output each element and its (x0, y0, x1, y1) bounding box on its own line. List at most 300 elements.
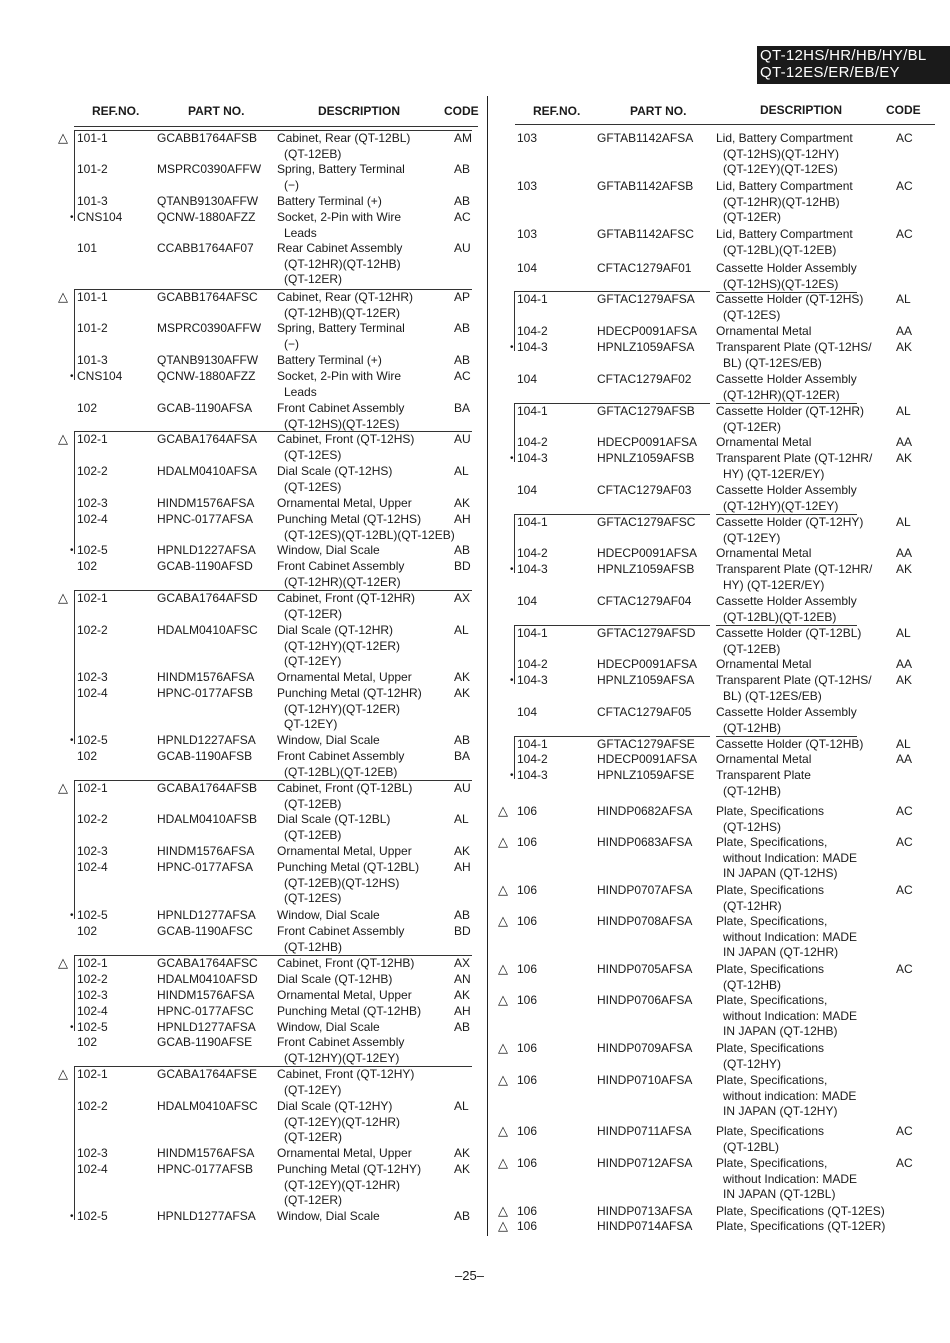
description-cell (277, 1099, 400, 1146)
description-line: (QT-12HB) (723, 977, 782, 992)
group-bracket (514, 403, 515, 462)
ref-no-cell: 102-2 (77, 972, 108, 986)
description-line: Cabinet, Front (QT-12BL) (277, 781, 413, 795)
description-cell (277, 972, 392, 988)
ref-no-cell: 106 (517, 1204, 538, 1218)
description-cell (277, 956, 414, 972)
part-no-cell: HPNLZ1059AFSB (597, 451, 695, 465)
description-cell (716, 483, 857, 515)
part-no-cell: HINDP0711AFSA (597, 1124, 692, 1138)
group-bracket (74, 780, 75, 919)
description-cell (277, 543, 380, 559)
description-line: (QT-12HB)(QT-12ER) (284, 305, 401, 320)
code-cell: AA (896, 435, 913, 449)
description-line: (QT-12EY)(QT-12ES) (723, 162, 838, 177)
description-line: Plate, Specifications (716, 962, 825, 976)
part-no-cell: HINDP0712AFSA (597, 1156, 693, 1170)
code-cell: AN (454, 972, 471, 986)
ref-no-cell: 102 (77, 401, 98, 415)
part-no-cell: HPNC-0177AFSB (157, 1162, 254, 1176)
group-rule (514, 403, 710, 404)
code-cell: AL (896, 404, 911, 418)
safety-triangle-icon: △ (498, 1123, 508, 1138)
description-line: Transparent Plate (QT-12HR/ (716, 451, 873, 465)
description-line: Front Cabinet Assembly (277, 749, 405, 763)
description-line: (QT-12ES) (284, 479, 342, 494)
ref-no-cell: 101-3 (77, 194, 108, 208)
code-cell: AK (454, 496, 471, 510)
ref-no-cell: 104 (517, 705, 538, 719)
ref-no-cell: CNS104 (77, 369, 123, 383)
description-line: IN JAPAN (QT-12HB) (723, 1024, 838, 1039)
bullet-icon: • (510, 564, 514, 575)
code-cell: AB (454, 543, 471, 557)
description-cell (277, 1209, 380, 1225)
bullet-icon: • (70, 371, 74, 382)
ref-no-cell: 102-1 (77, 1067, 108, 1081)
description-line: (−) (284, 177, 299, 192)
ref-no-cell: 101-2 (77, 162, 108, 176)
description-cell (277, 512, 455, 543)
description-line: (QT-12BL)(QT-12EB) (716, 610, 857, 627)
ref-no-cell: 102 (77, 924, 98, 938)
ref-no-cell: 102-5 (77, 1020, 108, 1034)
description-cell (277, 924, 404, 955)
ref-no-cell: 104-3 (517, 673, 548, 687)
description-cell (716, 993, 857, 1040)
description-line: Cassette Holder Assembly (716, 705, 857, 719)
part-no-cell: GFTAB1142AFSA (597, 131, 694, 145)
part-no-cell: HDALM0410AFSB (157, 812, 258, 826)
ref-no-cell: 102-4 (77, 860, 108, 874)
group-rule (74, 289, 472, 290)
description-cell (277, 559, 404, 590)
description-cell (716, 626, 861, 657)
description-line: IN JAPAN (QT-12HR) (723, 945, 839, 960)
description-cell (277, 1004, 421, 1020)
description-cell (277, 464, 392, 495)
part-no-cell: HPNC-0177AFSB (157, 686, 254, 700)
description-line: Cabinet, Front (QT-12HR) (277, 591, 416, 605)
code-cell: AK (454, 844, 471, 858)
ref-no-cell: 104-2 (517, 752, 548, 766)
description-line: Dial Scale (QT-12BL) (277, 812, 391, 826)
part-no-cell: HDECP0091AFSA (597, 435, 698, 449)
bullet-icon: • (70, 212, 74, 223)
description-line: Cabinet, Rear (QT-12BL) (277, 131, 411, 145)
description-cell (716, 546, 811, 562)
description-line: Cassette Holder (QT-12HY) (716, 515, 864, 529)
code-cell: AL (454, 623, 469, 637)
part-no-cell: MSPRC0390AFFW (157, 162, 262, 176)
description-cell (277, 321, 405, 352)
ref-no-cell: 102-2 (77, 812, 108, 826)
description-cell (716, 1073, 856, 1120)
part-no-cell: HDALM0410AFSC (157, 1099, 258, 1113)
description-line: (QT-12HS) (723, 819, 782, 834)
ref-no-cell: 104-2 (517, 435, 548, 449)
model-header (757, 46, 950, 84)
description-line: Ornamental Metal, Upper (277, 844, 412, 858)
description-cell (277, 860, 419, 907)
description-line: (QT-12HR)(QT-12ER) (716, 388, 857, 405)
part-no-cell: GFTAB1142AFSB (597, 179, 694, 193)
description-cell (716, 914, 857, 961)
description-line: Punching Metal (QT-12HB) (277, 1004, 422, 1018)
description-line: Dial Scale (QT-12HR) (277, 623, 394, 637)
part-no-cell: HPNC-0177AFSC (157, 1004, 254, 1018)
description-cell (716, 451, 872, 482)
description-cell (716, 372, 857, 404)
part-no-cell: HINDP0706AFSA (597, 993, 693, 1007)
description-cell (716, 1041, 824, 1072)
code-cell: AK (896, 451, 913, 465)
description-line: QT-12EY) (284, 717, 338, 732)
code-cell: AL (454, 1099, 469, 1113)
description-line: Plate, Specifications, (716, 914, 828, 928)
description-line: Transparent Plate (QT-12HR/ (716, 562, 873, 576)
right-header-part: PART NO. (630, 104, 687, 118)
code-cell: AC (896, 1124, 913, 1138)
group-rule (514, 625, 710, 626)
description-line: (QT-12HS)(QT-12ES) (716, 277, 857, 294)
code-cell: AX (454, 956, 471, 970)
code-cell: AC (896, 883, 913, 897)
description-line: Plate, Specifications, (716, 993, 828, 1007)
safety-triangle-icon: △ (58, 1066, 68, 1081)
ref-no-cell: 104 (517, 483, 538, 497)
code-cell: AH (454, 512, 471, 526)
part-no-cell: HDALM0410AFSC (157, 623, 258, 637)
code-cell: BA (454, 749, 471, 763)
description-line: (QT-12ES) (284, 447, 342, 462)
description-line: Plate, Specifications (QT-12ES) (716, 1204, 885, 1218)
ref-no-cell: 101-2 (77, 321, 108, 335)
group-rule (514, 514, 710, 515)
description-cell (716, 594, 857, 626)
safety-triangle-icon: △ (498, 1203, 508, 1218)
description-line: (QT-12BL)(QT-12EB) (723, 242, 837, 257)
ref-no-cell: 106 (517, 962, 538, 976)
description-cell (277, 686, 422, 733)
description-line: (QT-12EY) (284, 1082, 342, 1097)
part-no-cell: HINDM1576AFSA (157, 496, 255, 510)
right-header-desc: DESCRIPTION (760, 103, 843, 117)
description-line: Window, Dial Scale (277, 908, 380, 922)
description-cell (716, 1219, 885, 1235)
description-line: Ornamental Metal (716, 657, 812, 671)
model-header-line-1: QT-12HS/HR/HB/HY/BL (760, 47, 927, 64)
description-cell (277, 241, 402, 288)
part-no-cell: GCABA1764AFSD (157, 591, 258, 605)
part-no-cell: HDALM0410AFSA (157, 464, 258, 478)
description-line: Cabinet, Front (QT-12HB) (277, 956, 415, 970)
description-line: IN JAPAN (QT-12HY) (723, 1104, 838, 1119)
part-no-cell: GFTAC1279AFSE (597, 737, 695, 751)
code-cell: AP (454, 290, 471, 304)
description-cell (716, 835, 857, 882)
description-cell (277, 781, 412, 812)
part-no-cell: HINDP0707AFSA (597, 883, 693, 897)
part-no-cell: GCAB-1190AFSD (157, 559, 253, 573)
code-cell: AB (454, 162, 471, 176)
ref-no-cell: 101 (77, 241, 98, 255)
part-no-cell: GFTAC1279AFSB (597, 404, 695, 418)
code-cell: AH (454, 1004, 471, 1018)
bullet-icon: • (70, 545, 74, 556)
part-no-cell: QCNW-1880AFZZ (157, 210, 256, 224)
description-line: Punching Metal (QT-12BL) (277, 860, 420, 874)
model-header-line-2: QT-12ES/ER/EB/EY (760, 64, 900, 81)
safety-triangle-icon: △ (498, 882, 508, 897)
description-line: Rear Cabinet Assembly (277, 241, 403, 255)
ref-no-cell: CNS104 (77, 210, 123, 224)
description-cell (277, 1035, 404, 1066)
description-line: without Indication: MADE (723, 1008, 858, 1023)
ref-no-cell: 104-3 (517, 562, 548, 576)
description-cell (277, 194, 382, 210)
code-cell: AX (454, 591, 471, 605)
ref-no-cell: 102-1 (77, 432, 108, 446)
part-no-cell: GCABA1764AFSC (157, 956, 258, 970)
description-line: Transparent Plate (QT-12HS/ (716, 673, 872, 687)
code-cell: BA (454, 401, 471, 415)
part-no-cell: HPNLZ1059AFSE (597, 768, 695, 782)
column-divider (487, 96, 488, 1236)
code-cell: AL (896, 737, 911, 751)
safety-triangle-icon: △ (498, 1155, 508, 1170)
part-no-cell: HPNC-0177AFSA (157, 512, 254, 526)
ref-no-cell: 106 (517, 804, 538, 818)
description-line: (QT-12HY)(QT-12EY) (716, 499, 857, 516)
part-no-cell: HPNLD1277AFSA (157, 1020, 256, 1034)
ref-no-cell: 104-2 (517, 324, 548, 338)
description-line: (QT-12ER) (284, 1130, 343, 1145)
description-line: Cabinet, Rear (QT-12HR) (277, 290, 414, 304)
code-cell: AB (454, 194, 471, 208)
bullet-icon: • (510, 770, 514, 781)
description-line: Spring, Battery Terminal (277, 162, 405, 176)
description-line: (QT-12HR)(QT-12HB) (723, 194, 840, 209)
description-line: (QT-12EB) (284, 146, 342, 161)
ref-no-cell: 102-1 (77, 956, 108, 970)
description-cell (277, 210, 401, 241)
ref-no-cell: 104 (517, 372, 538, 386)
safety-triangle-icon: △ (498, 913, 508, 928)
ref-no-cell: 102-5 (77, 908, 108, 922)
code-cell: AK (454, 1162, 471, 1176)
part-no-cell: GCABA1764AFSB (157, 781, 258, 795)
ref-no-cell: 106 (517, 914, 538, 928)
description-cell (716, 404, 864, 435)
group-bracket (74, 431, 75, 554)
group-rule (74, 955, 472, 956)
description-line: Punching Metal (QT-12HY) (277, 1162, 422, 1176)
ref-no-cell: 102 (77, 1035, 98, 1049)
group-bracket (74, 1066, 75, 1220)
code-cell: AK (896, 673, 913, 687)
description-line: Ornamental Metal, Upper (277, 988, 412, 1002)
description-line: (QT-12ER) (723, 419, 782, 434)
ref-no-cell: 102-3 (77, 496, 108, 510)
safety-triangle-icon: △ (498, 1072, 508, 1087)
ref-no-cell: 102-5 (77, 543, 108, 557)
part-no-cell: HINDM1576AFSA (157, 670, 255, 684)
description-cell (277, 496, 412, 512)
part-no-cell: HINDP0682AFSA (597, 804, 693, 818)
description-line: Dial Scale (QT-12HB) (277, 972, 393, 986)
description-line: Cassette Holder (QT-12HS) (716, 292, 864, 306)
description-line: Ornamental Metal, Upper (277, 1146, 412, 1160)
part-no-cell: HINDP0709AFSA (597, 1041, 693, 1055)
code-cell: AA (896, 324, 913, 338)
description-cell (277, 401, 404, 432)
description-line: Cassette Holder (QT-12HR) (716, 404, 865, 418)
ref-no-cell: 104-1 (517, 404, 548, 418)
code-cell: BD (454, 559, 471, 573)
description-line: Cassette Holder (QT-12HB) (716, 737, 864, 751)
code-cell: AC (896, 179, 913, 193)
code-cell: AC (896, 962, 913, 976)
ref-no-cell: 103 (517, 227, 538, 241)
code-cell: AC (896, 131, 913, 145)
description-line: IN JAPAN (QT-12HS) (723, 866, 838, 881)
bullet-icon: • (510, 453, 514, 464)
code-cell: AK (454, 670, 471, 684)
description-cell (716, 752, 811, 768)
description-line: HY) (QT-12ER/EY) (723, 577, 825, 592)
code-cell: AK (454, 988, 471, 1002)
part-no-cell: CCABB1764AF07 (157, 241, 254, 255)
part-no-cell: CFTAC1279AF02 (597, 372, 692, 386)
bullet-icon: • (70, 735, 74, 746)
description-cell (716, 768, 811, 799)
description-line: (QT-12HR) (723, 898, 782, 913)
description-cell (716, 179, 853, 226)
description-line: Battery Terminal (+) (277, 353, 382, 367)
description-line: Socket, 2-Pin with Wire (277, 210, 402, 224)
ref-no-cell: 104-2 (517, 546, 548, 560)
description-cell (716, 340, 872, 371)
description-line: Window, Dial Scale (277, 733, 380, 747)
description-cell (716, 705, 857, 737)
description-cell (716, 324, 811, 340)
description-line: Cabinet, Front (QT-12HS) (277, 432, 415, 446)
description-cell (277, 353, 382, 369)
part-no-cell: HINDP0683AFSA (597, 835, 693, 849)
ref-no-cell: 104-1 (517, 626, 548, 640)
description-line: (QT-12EB) (723, 641, 781, 656)
group-rule (74, 431, 472, 432)
code-cell: AB (454, 733, 471, 747)
part-no-cell: CFTAC1279AF05 (597, 705, 692, 719)
description-line: Socket, 2-Pin with Wire (277, 369, 402, 383)
code-cell: AL (896, 292, 911, 306)
part-no-cell: HINDP0713AFSA (597, 1204, 693, 1218)
description-line: Cassette Holder Assembly (716, 372, 857, 386)
description-line: HY) (QT-12ER/EY) (723, 466, 825, 481)
description-cell (716, 515, 863, 546)
bullet-icon: • (70, 1022, 74, 1033)
ref-no-cell: 106 (517, 1156, 538, 1170)
safety-triangle-icon: △ (58, 431, 68, 446)
description-cell (716, 962, 824, 993)
description-line: (QT-12HR)(QT-12ER) (284, 574, 401, 589)
ref-no-cell: 106 (517, 1041, 538, 1055)
group-rule (74, 780, 472, 781)
group-rule (74, 130, 472, 131)
description-line: Front Cabinet Assembly (277, 924, 405, 938)
description-cell (716, 657, 811, 673)
description-line: BL) (QT-12ES/EB) (723, 355, 822, 370)
part-no-cell: HDALM0410AFSD (157, 972, 258, 986)
description-line: Transparent Plate (QT-12HS/ (716, 340, 872, 354)
code-cell: AU (454, 241, 471, 255)
ref-no-cell: 104-1 (517, 292, 548, 306)
ref-no-cell: 106 (517, 835, 538, 849)
description-cell (716, 292, 863, 323)
group-bracket (514, 625, 515, 684)
description-line: (QT-12HB) (716, 721, 857, 738)
part-no-cell: HPNLZ1059AFSA (597, 673, 695, 687)
description-line: Plate, Specifications (QT-12ER) (716, 1219, 886, 1233)
part-no-cell: HINDM1576AFSA (157, 1146, 255, 1160)
description-cell (277, 1162, 421, 1209)
description-line: (QT-12EY)(QT-12HR) (284, 1177, 401, 1192)
description-cell (277, 1020, 380, 1036)
code-cell: AU (454, 432, 471, 446)
ref-no-cell: 104-3 (517, 340, 548, 354)
part-no-cell: GFTAC1279AFSA (597, 292, 695, 306)
description-line: (−) (284, 336, 299, 351)
group-bracket (74, 955, 75, 1031)
ref-no-cell: 102-1 (77, 591, 108, 605)
bullet-icon: • (70, 1211, 74, 1222)
part-no-cell: GFTAC1279AFSC (597, 515, 696, 529)
ref-no-cell: 101-1 (77, 290, 108, 304)
safety-triangle-icon: △ (498, 992, 508, 1007)
code-cell: AK (896, 340, 913, 354)
description-line: (QT-12HB) (284, 939, 343, 954)
description-cell (716, 673, 872, 704)
description-cell (716, 227, 853, 258)
group-rule (514, 736, 710, 737)
group-bracket (514, 291, 515, 351)
group-bracket (74, 590, 75, 744)
ref-no-cell: 102-5 (77, 1209, 108, 1223)
part-no-cell: QTANB9130AFFW (157, 194, 259, 208)
description-line: (QT-12HY) (723, 1056, 782, 1071)
code-cell: AB (454, 1209, 471, 1223)
ref-no-cell: 102-1 (77, 781, 108, 795)
left-header-rule (74, 126, 478, 127)
right-header-rule (515, 124, 935, 125)
code-cell: AH (454, 860, 471, 874)
description-line: (QT-12ES)(QT-12BL)(QT-12EB) (284, 527, 455, 542)
description-line: Ornamental Metal (716, 324, 812, 338)
ref-no-cell: 102-3 (77, 1146, 108, 1160)
ref-no-cell: 103 (517, 179, 538, 193)
ref-no-cell: 102-2 (77, 1099, 108, 1113)
part-no-cell: GCABB1764AFSB (157, 131, 258, 145)
ref-no-cell: 102-3 (77, 670, 108, 684)
ref-no-cell: 103 (517, 131, 538, 145)
description-line: Ornamental Metal (716, 546, 812, 560)
page-number: –25– (455, 1268, 484, 1283)
description-cell (277, 432, 414, 463)
description-cell (716, 261, 857, 293)
description-line: Plate, Specifications (716, 804, 825, 818)
